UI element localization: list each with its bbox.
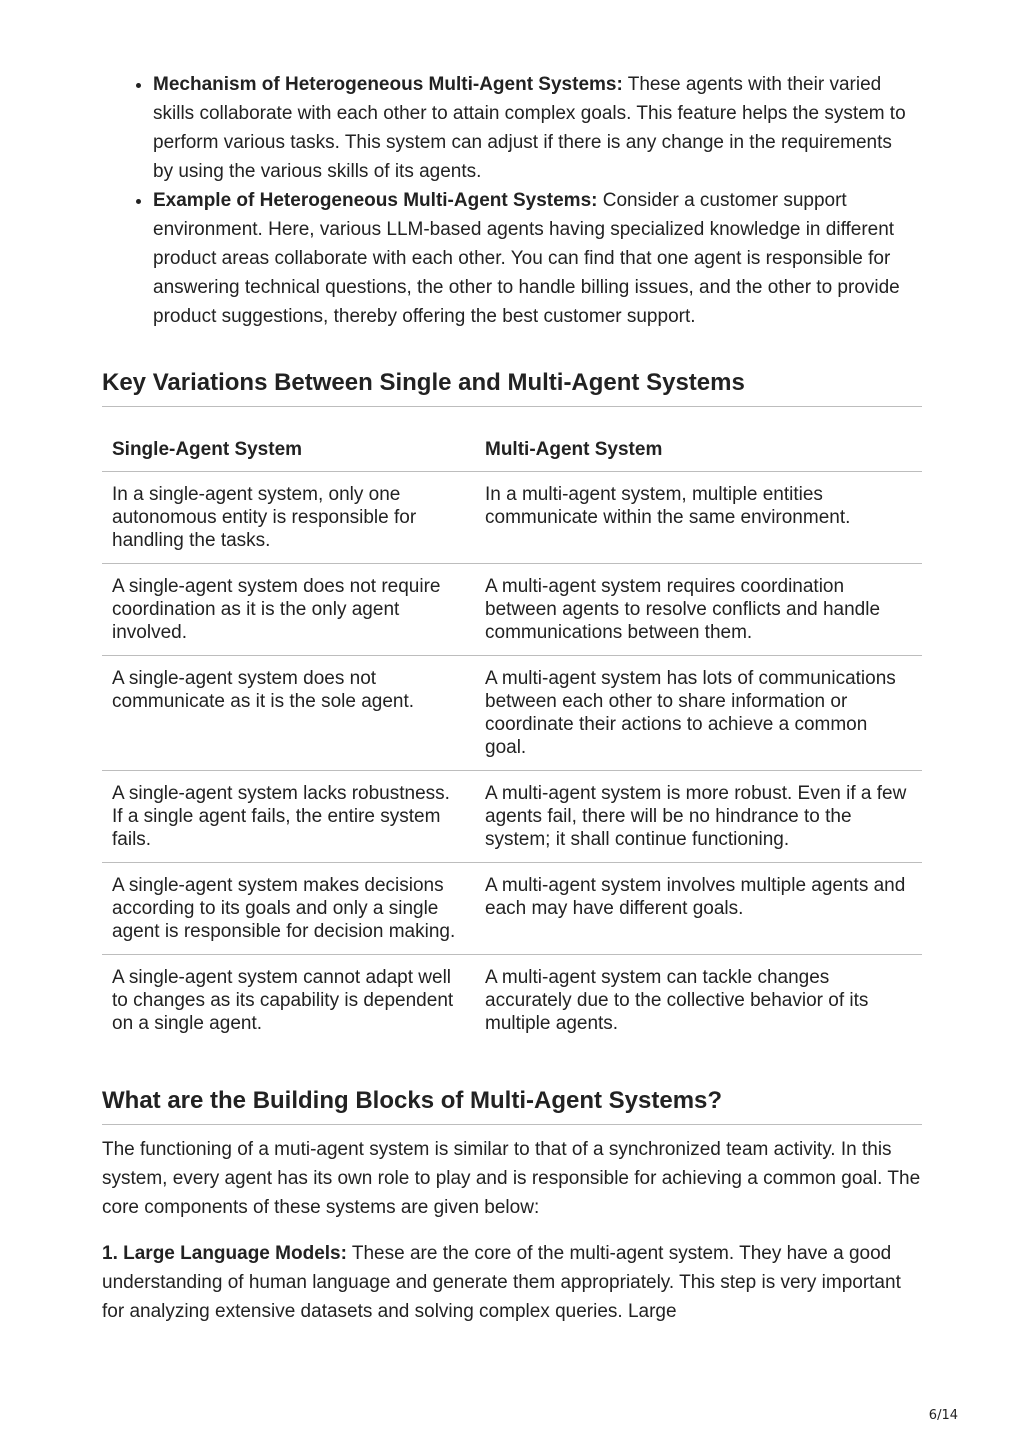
table-cell: A multi-agent system can tackle changes accurately due to the collective behavior of its multiple agents.: [485, 967, 869, 1034]
list-item: [153, 186, 913, 331]
table-cell: A multi-agent system has lots of communications between each other to share information or coordinate their actions to achieve a common goal.: [475, 656, 922, 771]
table-cell: A single-agent system does not require coordination as it is the only agent involved.: [102, 564, 475, 656]
section-heading-building-blocks: What are the Building Blocks of Multi-Agent Systems?: [102, 1086, 922, 1125]
heterogeneous-bullet-list: [102, 70, 922, 331]
table-row: [102, 863, 922, 955]
bullet-label: Mechanism of Heterogeneous Multi-Agent Systems:: [153, 74, 623, 95]
table-cell: A multi-agent system requires coordination between agents to resolve conflicts and handle communications between them.: [475, 564, 922, 656]
table-header-single: Single-Agent System: [102, 428, 475, 472]
list-item: [153, 70, 913, 186]
comparison-table: [102, 428, 922, 1046]
table-header-row: [102, 428, 922, 472]
bullet-text: Consider a customer support environment. Here, various LLM-based agents having specialized knowledge in different product areas collaborate with each other. You can find that one agent is responsible for answering technical questions, the other to handle billing issues, and the other to provide product suggestions, thereby offering the best customer support.: [153, 190, 900, 327]
item-label: 1. Large Language Models:: [102, 1243, 347, 1264]
table-cell: A multi-agent system involves multiple agents and each may have different goals.: [475, 863, 922, 955]
table-row: [102, 472, 922, 564]
table-cell: A single-agent system makes decisions according to its goals and only a single agent is responsible for decision making.: [102, 863, 475, 955]
table-header-multi: Multi-Agent System: [475, 428, 922, 472]
bullet-label: Example of Heterogeneous Multi-Agent Systems:: [153, 190, 598, 211]
item-text: These are the core of the multi-agent system. They have a good understanding of human language and generate them appropriately. This step is very important for analyzing extensive datasets and solving complex queries. Large: [102, 1243, 901, 1322]
building-blocks-intro: The functioning of a muti-agent system is similar to that of a synchronized team activity. In this system, every agent has its own role to play and is responsible for achieving a common goal. The core components of these systems are given below:: [102, 1139, 921, 1218]
table-cell: A single-agent system cannot adapt well to changes as its capability is dependent on a single agent.: [112, 967, 454, 1034]
building-block-item-llm: [102, 1239, 922, 1326]
table-cell: A multi-agent system is more robust. Even if a few agents fail, there will be no hindrance to the system; it shall continue functioning.: [475, 771, 922, 863]
bullet-text: These agents with their varied skills collaborate with each other to attain complex goals. This feature helps the system to perform various tasks. This system can adjust if there is any change in the requirements by using the various skills of its agents.: [153, 74, 906, 182]
table-cell: In a single-agent system, only one autonomous entity is responsible for handling the tasks.: [102, 472, 475, 564]
table-row: [102, 656, 922, 771]
page-content: [102, 70, 922, 1326]
page-number: 6/14: [928, 1408, 958, 1423]
table-row: [102, 955, 922, 1047]
table-cell: A single-agent system lacks robustness. If a single agent fails, the entire system fails.: [102, 771, 475, 863]
section-heading-key-variations: Key Variations Between Single and Multi-Agent Systems: [102, 368, 922, 407]
table-row: [102, 771, 922, 863]
table-cell: In a multi-agent system, multiple entities communicate within the same environment.: [475, 472, 922, 564]
table-row: [102, 564, 922, 656]
table-cell: A single-agent system does not communicate as it is the sole agent.: [102, 656, 475, 771]
